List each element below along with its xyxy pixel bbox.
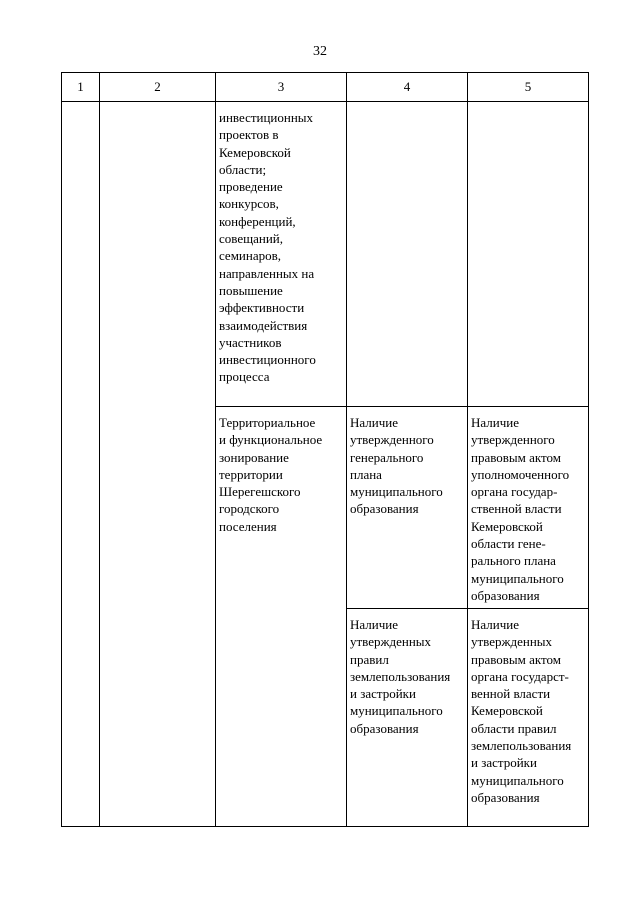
table-cell-zoning: Территориальное и функциональное зонирование территории Шерегешского городского поселения: [216, 407, 347, 827]
table-cell-land-use-rules-act: Наличие утвержденных правовым актом органа государст- венной власти Кемеровской области правил землепользования и застройки муниципального образования: [468, 609, 589, 827]
table-header-row: [62, 73, 589, 102]
column-header-4: 4: [347, 73, 468, 102]
table-cell-general-plan: Наличие утвержденного генерального плана муниципального образования: [347, 407, 468, 609]
table-row: [62, 102, 589, 407]
column-header-3: 3: [216, 73, 347, 102]
column-header-2: 2: [100, 73, 216, 102]
column-header-5: 5: [468, 73, 589, 102]
table-cell-land-use-rules: Наличие утвержденных правил землепользования и застройки муниципального образования: [347, 609, 468, 827]
cell-col2: [100, 102, 216, 827]
cell-col1: [62, 102, 100, 827]
table-cell-investment-projects: инвестиционных проектов в Кемеровской области; проведение конкурсов, конференций, совещаний, семинаров, направленных на повышение эффективности взаимодействия участников инвестиционного процесса: [216, 102, 347, 407]
page-number: 32: [313, 44, 327, 59]
cell-empty: [347, 102, 468, 407]
plan-table: [61, 72, 589, 827]
cell-empty: [468, 102, 589, 407]
column-header-1: 1: [62, 73, 100, 102]
table-cell-general-plan-act: Наличие утвержденного правовым актом уполномоченного органа государ- ственной власти Кемеровской области гене- рального плана муниципального образования: [468, 407, 589, 609]
